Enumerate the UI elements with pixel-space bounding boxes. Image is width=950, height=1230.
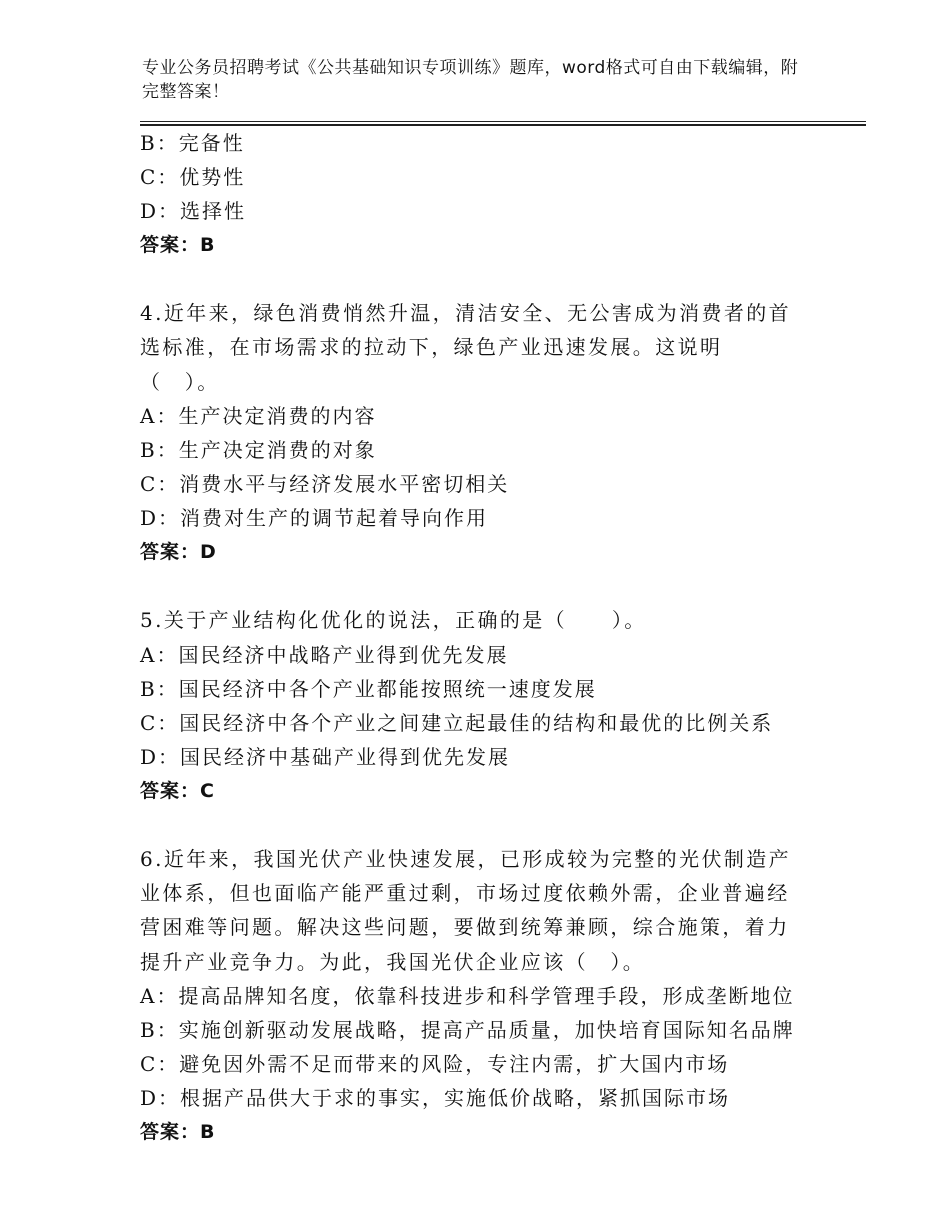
option-c: C：国民经济中各个产业之间建立起最佳的结构和最优的比例关系 <box>140 710 774 735</box>
question-stem: 6.近年来，我国光伏产业快速发展，已形成较为完整的光伏制造产业体系，但也面临产能严重过剩，市场过度依赖外需，企业普遍经营困难等问题。解决这些问题，要做到统筹兼顾，综合施策，着力提升产业竞争力。为此，我国光伏企业应该（ ）。 <box>140 846 792 974</box>
option-a: A：国民经济中战略产业得到优先发展 <box>140 642 509 667</box>
answer: 答案：B <box>140 1121 216 1144</box>
option-b: B：实施创新驱动发展战略，提高产品质量，加快培育国际知名品牌 <box>140 1018 795 1043</box>
question-5 <box>140 603 820 807</box>
spacer <box>140 262 820 296</box>
question-stem: 5.关于产业结构化优化的说法，正确的是（ ）。 <box>140 608 647 633</box>
option-a: A：提高品牌知名度，依靠科技进步和科学管理手段，形成垄断地位 <box>140 984 795 1009</box>
option-c: C：优势性 <box>140 165 246 189</box>
option-d: D：国民经济中基础产业得到优先发展 <box>140 744 511 769</box>
header-rule-thin <box>140 121 866 122</box>
spacer <box>140 569 820 603</box>
document-header: 专业公务员招聘考试《公共基础知识专项训练》题库，word格式可自由下载编辑，附完整答案！ <box>142 58 799 102</box>
option-b: B：完备性 <box>140 131 245 155</box>
option-b: B：国民经济中各个产业都能按照统一速度发展 <box>140 676 597 701</box>
option-a: A：生产决定消费的内容 <box>140 404 377 429</box>
option-d: D：根据产品供大于求的事实，实施低价战略，紧抓国际市场 <box>140 1086 731 1111</box>
answer: 答案：B <box>140 234 216 256</box>
question-content <box>140 126 820 1149</box>
answer: 答案：D <box>140 541 217 564</box>
option-d: D：选择性 <box>140 199 247 223</box>
spacer <box>140 808 820 842</box>
question-6 <box>140 842 820 1150</box>
option-d: D：消费对生产的调节起着导向作用 <box>140 506 489 531</box>
option-c: C：避免因外需不足而带来的风险，专注内需，扩大国内市场 <box>140 1052 730 1077</box>
question-3 <box>140 126 820 262</box>
option-c: C：消费水平与经济发展水平密切相关 <box>140 472 510 497</box>
option-b: B：生产决定消费的对象 <box>140 438 377 463</box>
answer: 答案：C <box>140 779 215 802</box>
question-stem: 4.近年来，绿色消费悄然升温，清洁安全、无公害成为消费者的首选标准，在市场需求的拉动下，绿色产业迅速发展。这说明（ ）。 <box>140 301 792 394</box>
question-4 <box>140 296 820 569</box>
